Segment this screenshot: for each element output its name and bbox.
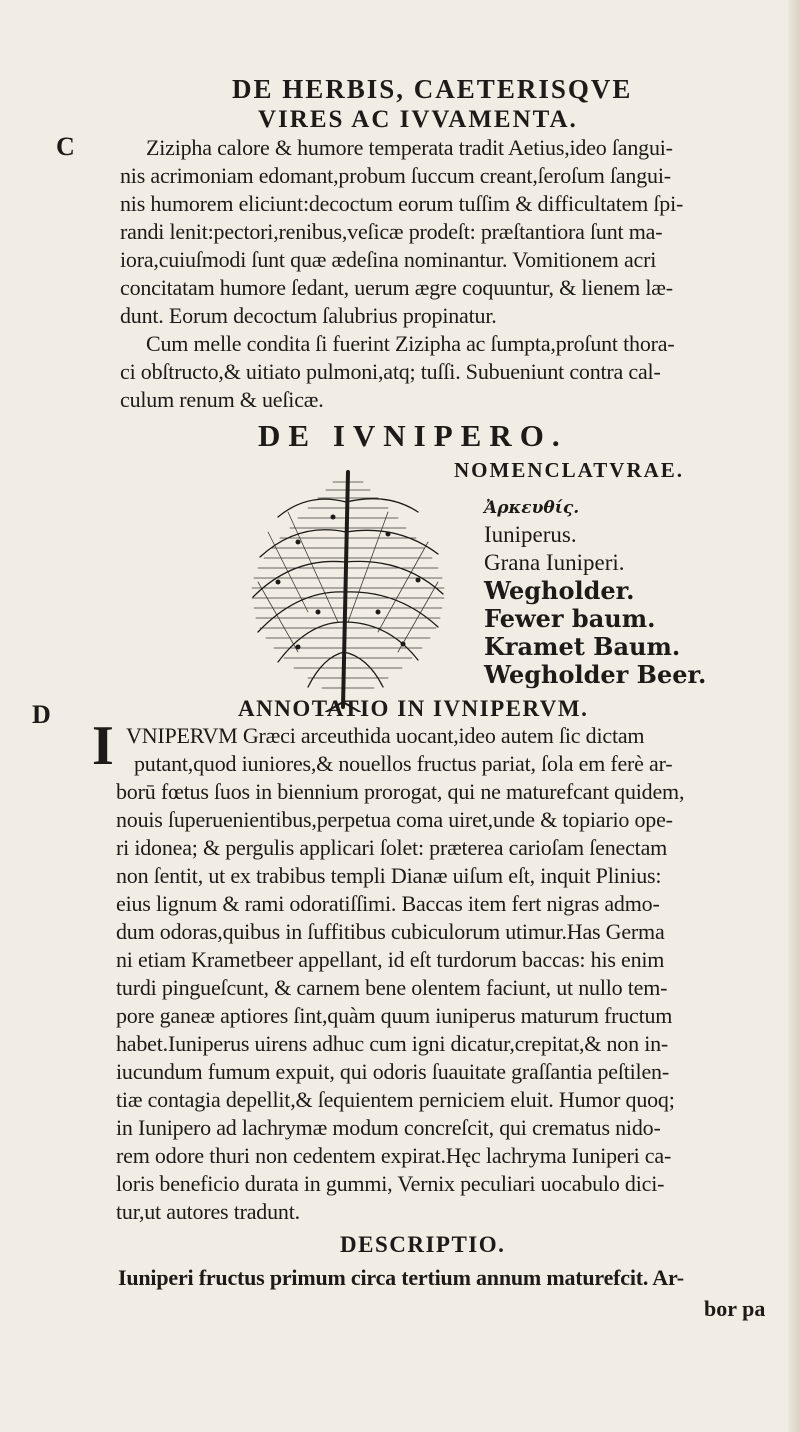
margin-letter-d: D: [32, 700, 51, 729]
text-line: non ſentit, ut ex trabibus templi Dianæ uiſum eſt, inquit Plinius:: [116, 863, 662, 888]
text-line: iora,cuiuſmodi ſunt quæ ædeſina nominantur. Vomitionem acri: [120, 247, 657, 272]
catchword: bor pa: [704, 1296, 766, 1321]
margin-letter-c: C: [56, 132, 75, 161]
text-line: Cum melle condita ſi fuerint Zizipha ac ſumpta,proſunt thora-: [146, 331, 675, 356]
german-name: Wegholder Beer.: [484, 660, 707, 689]
text-line: pore ganeæ aptiores ſint,quàm quum iuniperus maturum fructum: [116, 1003, 673, 1028]
page-edge: [788, 0, 800, 1432]
text-line: tur,ut autores tradunt.: [116, 1199, 300, 1224]
text-line: nis acrimoniam edomant,probum ſuccum creant,ſeroſum ſangui-: [120, 163, 671, 188]
text-line: concitatam humore ſedant, uerum ægre coquuntur, & lienem læ-: [120, 275, 673, 300]
text-line: eius lignum & rami odoratiſſimi. Baccas item fert nigras admo-: [116, 891, 660, 916]
text-line: nis humorem eliciunt:decoctum eorum tuſſim & difficultatem ſpi-: [120, 191, 684, 216]
text-line: nouis ſuperuenientibus,perpetua coma uiret,unde & topiario ope-: [116, 807, 673, 832]
text-line: in Iunipero ad lachrymæ modum concreſcit, qui crematus nido-: [116, 1115, 661, 1140]
latin-name: Iuniperus.: [484, 522, 577, 547]
section-title: DE IVNIPERO.: [258, 418, 568, 453]
descriptio-title: DESCRIPTIO.: [340, 1232, 506, 1257]
text-line: VNIPERVM Græci arceuthida uocant,ideo autem ſic dictam: [126, 723, 645, 748]
german-name: Fewer baum.: [484, 604, 656, 633]
text-line: dunt. Eorum decoctum ſalubrius propinatur.: [120, 303, 497, 328]
text-line: tiæ contagia depellit,& ſequientem perniciem eluit. Humor quoq;: [116, 1087, 675, 1112]
text-line: dum odoras,quibus in ſuffitibus cubiculorum utimur.Has Germa: [116, 919, 665, 944]
text-line: ri idonea; & pergulis applicari ſolet: præterea carioſam ſenectam: [116, 835, 668, 860]
text-line: loris beneficio durata in gummi, Vernix peculiari uocabulo dici-: [116, 1171, 665, 1196]
greek-name: Ἀρκευθίς.: [484, 498, 580, 518]
running-header-line1: DE HERBIS, CAETERISQVE: [232, 74, 633, 104]
nomenclature-title: NOMENCLATVRAE.: [454, 458, 685, 482]
text-line: habet.Iuniperus uirens adhuc cum igni dicatur,crepitat,& non in-: [116, 1031, 669, 1056]
text-line: ni etiam Krametbeer appellant, id eſt turdorum baccas: his enim: [116, 947, 665, 972]
running-header-line2: VIRES AC IVVAMENTA.: [258, 106, 578, 133]
german-name: Kramet Baum.: [484, 632, 681, 661]
text-line: culum renum & ueſicæ.: [120, 387, 324, 412]
descriptio-text: Iuniperi fructus primum circa tertium annum maturefcit. Ar-: [118, 1265, 684, 1290]
text-line: putant,quod iuniores,& nouellos fructus pariat, ſola em ferè ar-: [134, 751, 673, 776]
annotatio-title: ANNOTATIO IN IVNIPERVM.: [238, 696, 589, 721]
text-line: ci obſtructo,& uitiato pulmoni,atq; tuſſi. Subueniunt contra cal-: [120, 359, 661, 384]
latin-name: Grana Iuniperi.: [484, 550, 625, 575]
text-line: borū fœtus ſuos in biennium prorogat, qui ne maturefcant quidem,: [116, 779, 685, 804]
drop-cap-i: I: [92, 715, 114, 777]
text-line: randi lenit:pectori,renibus,veſicæ prodeſt: præſtantiora ſunt ma-: [120, 219, 663, 244]
text-line: Zizipha calore & humore temperata tradit Aetius,ideo ſangui-: [146, 135, 673, 160]
text-line: turdi pingueſcunt, & carnem bene olentem faciunt, ut nullo tem-: [116, 975, 668, 1000]
juniper-woodcut-illustration: [238, 462, 458, 712]
text-line: rem odore thuri non cedentem expirat.Hęc lachryma Iuniperi ca-: [116, 1143, 672, 1168]
text-line: iucundum fumum expuit, qui odoris ſuauitate graſſantia peſtilen-: [116, 1059, 669, 1084]
german-name: Wegholder.: [484, 576, 635, 605]
